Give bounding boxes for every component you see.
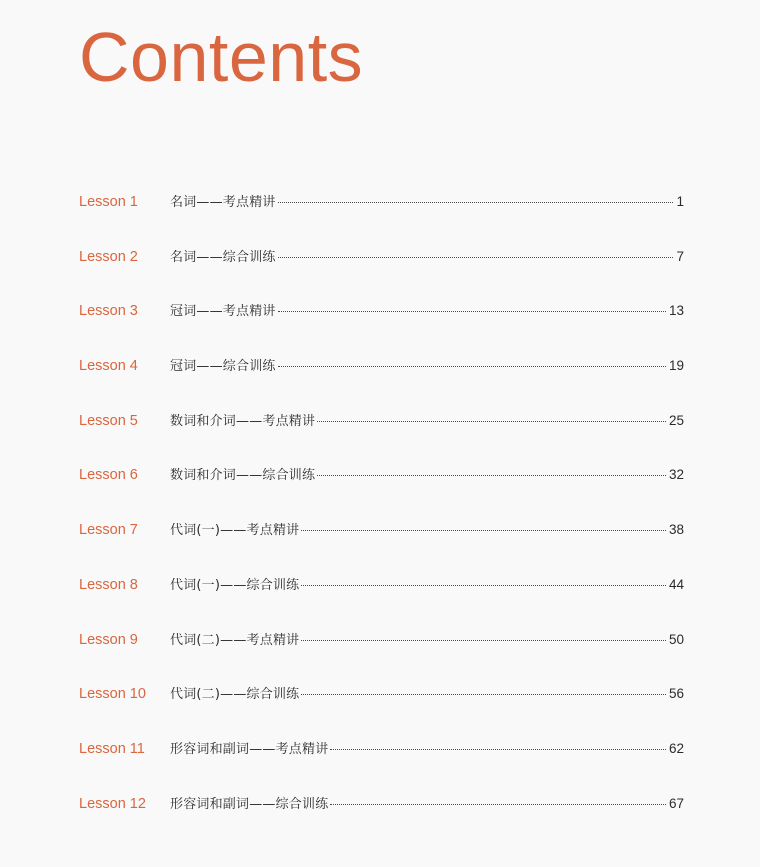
lesson-label: Lesson 1 [79, 194, 138, 210]
lesson-label: Lesson 10 [79, 686, 146, 703]
dot-leader [317, 420, 666, 422]
page-number[interactable]: 67 [668, 795, 684, 811]
toc-entry[interactable] [79, 185, 684, 240]
page-number[interactable]: 1 [676, 194, 684, 209]
toc-entry[interactable] [79, 677, 684, 732]
page-number[interactable]: 56 [668, 686, 684, 702]
toc-entry[interactable] [79, 240, 684, 295]
entry-title[interactable]: 名词——考点精讲 [170, 195, 276, 210]
page-number[interactable]: 7 [676, 248, 684, 264]
entry-title[interactable]: 代词(二)——考点精讲 [170, 632, 300, 648]
dot-leader [278, 256, 674, 258]
dot-leader [278, 201, 674, 203]
entry-title[interactable]: 代词(一)——考点精讲 [170, 523, 300, 539]
dot-leader [330, 803, 666, 805]
lesson-label: Lesson 12 [79, 795, 146, 812]
lesson-label: Lesson 6 [79, 467, 138, 484]
toc-entry[interactable] [79, 623, 684, 678]
page-number[interactable]: 13 [668, 303, 684, 319]
entry-title[interactable]: 数词和介词——综合训练 [170, 468, 316, 484]
entry-title[interactable]: 名词——综合训练 [170, 249, 276, 265]
lesson-label: Lesson 2 [79, 248, 138, 265]
page-number[interactable]: 44 [668, 576, 684, 592]
dot-leader [278, 310, 666, 312]
toc-entry[interactable] [79, 458, 684, 513]
toc-entry[interactable] [79, 294, 684, 349]
toc-entry[interactable] [79, 732, 684, 787]
lesson-label: Lesson 9 [79, 631, 138, 648]
lesson-label: Lesson 5 [79, 412, 138, 429]
page-number[interactable]: 19 [668, 358, 684, 374]
lesson-label: Lesson 4 [79, 358, 138, 375]
entry-title[interactable]: 冠词——综合训练 [170, 359, 276, 375]
entry-title[interactable]: 代词(二)——综合训练 [170, 687, 300, 703]
lesson-label: Lesson 3 [79, 303, 138, 320]
dot-leader [330, 748, 666, 750]
entry-title[interactable]: 代词(一)——综合训练 [170, 577, 300, 593]
entry-title[interactable]: 数词和介词——考点精讲 [170, 413, 316, 429]
page-title: Contents [79, 18, 364, 96]
table-of-contents [79, 185, 684, 841]
lesson-label: Lesson 11 [79, 740, 145, 757]
toc-entry[interactable] [79, 349, 684, 404]
entry-title[interactable]: 冠词——考点精讲 [170, 304, 276, 320]
page-number[interactable]: 62 [668, 740, 684, 756]
page-number[interactable]: 25 [668, 412, 684, 428]
dot-leader [301, 529, 666, 531]
lesson-label: Lesson 8 [79, 576, 138, 593]
dot-leader [301, 584, 666, 586]
toc-entry[interactable] [79, 787, 684, 842]
toc-entry[interactable] [79, 513, 684, 568]
toc-entry[interactable] [79, 568, 684, 623]
dot-leader [301, 639, 666, 641]
page-number[interactable]: 32 [668, 467, 684, 483]
toc-entry[interactable] [79, 404, 684, 459]
dot-leader [317, 474, 666, 476]
page-number[interactable]: 38 [668, 522, 684, 538]
dot-leader [301, 693, 666, 695]
page-number[interactable]: 50 [668, 631, 684, 647]
entry-title[interactable]: 形容词和副词——考点精讲 [170, 741, 329, 757]
lesson-label: Lesson 7 [79, 522, 138, 539]
entry-title[interactable]: 形容词和副词——综合训练 [170, 796, 329, 812]
dot-leader [278, 365, 666, 367]
